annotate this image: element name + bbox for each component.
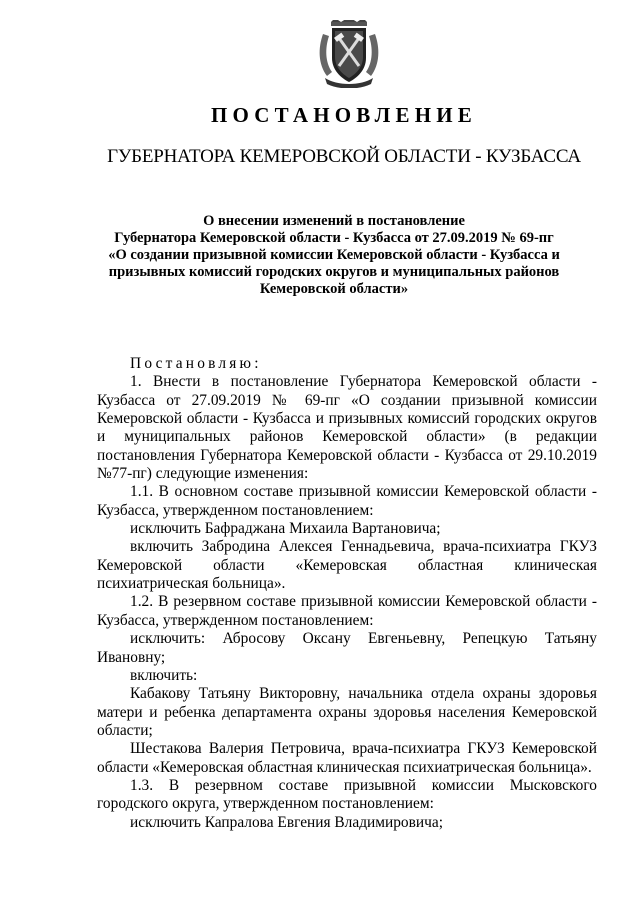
paragraph-item-1: 1. Внести в постановление Губернатора Кемеровской области - Кузбасса от 27.09.2019 № 69-пг «О создании призывной комиссии Кемеровской области - Кузбасса и призывных комиссий городских округов и муниципальных районов Кемеровской области» (в редакции постановления Губернатора Кемеровской области - Кузбасса от 29.10.2019 №77-пг) следующие изменения:	[97, 373, 597, 483]
heading-line: «О создании призывной комиссии Кемеровской области - Кузбасса и	[108, 247, 560, 263]
issuer-title: ГУБЕРНАТОРА КЕМЕРОВСКОЙ ОБЛАСТИ - КУЗБАССА	[107, 146, 581, 167]
paragraph-item-1-3: 1.3. В резервном составе призывной комиссии Мысковского городского округа, утвержденном постановлением:	[97, 776, 597, 813]
heading-line: призывных комиссий городских округов и муниципальных районов	[108, 264, 560, 280]
paragraph-item-1-1-exclude: исключить Бафраджана Михаила Вартановича;	[130, 520, 441, 538]
paragraph-item-1-2-include: включить:	[130, 666, 198, 684]
paragraph-item-1-1-include: включить Забродина Алексея Геннадьевича, врача-психиатра ГКУЗ Кемеровской области «Кемеровская областная клиническая психиатрическая больница».	[97, 538, 597, 593]
document-body	[97, 355, 597, 832]
heading-line: Кемеровской области»	[259, 281, 409, 297]
document-type-title: ПОСТАНОВЛЕНИЕ	[210, 103, 478, 127]
paragraph-item-1-2-person-1: Кабакову Татьяну Викторовну, начальника отдела охраны здоровья матери и ребенка департамента охраны здоровья населения Кемеровской области;	[97, 685, 597, 739]
paragraph-item-1-2-person-2: Шестакова Валерия Петровича, врача-психиатра ГКУЗ Кемеровской области «Кемеровская областная клиническая психиатрическая больница».	[97, 740, 597, 776]
coat-of-arms-icon	[317, 20, 381, 88]
paragraph-item-1-2-exclude: исключить: Абросову Оксану Евгеньевну, Репецкую Татьяну Ивановну;	[97, 630, 597, 666]
heading-line: Губернатора Кемеровской области - Кузбасса от 27.09.2019 № 69-пг	[114, 230, 554, 246]
document-heading	[96, 213, 572, 298]
paragraph-item-1-3-exclude: исключить Капралова Евгения Владимировича;	[130, 813, 443, 831]
decree-word: Постановляю:	[130, 355, 262, 372]
paragraph-item-1-1: 1.1. В основном составе призывной комиссии Кемеровской области - Кузбасса, утвержденном постановлением:	[97, 483, 597, 519]
heading-line: О внесении изменений в постановление	[203, 213, 465, 229]
paragraph-item-1-2: 1.2. В резервном составе призывной комиссии Кемеровской области - Кузбасса, утвержденном постановлением:	[97, 593, 597, 629]
